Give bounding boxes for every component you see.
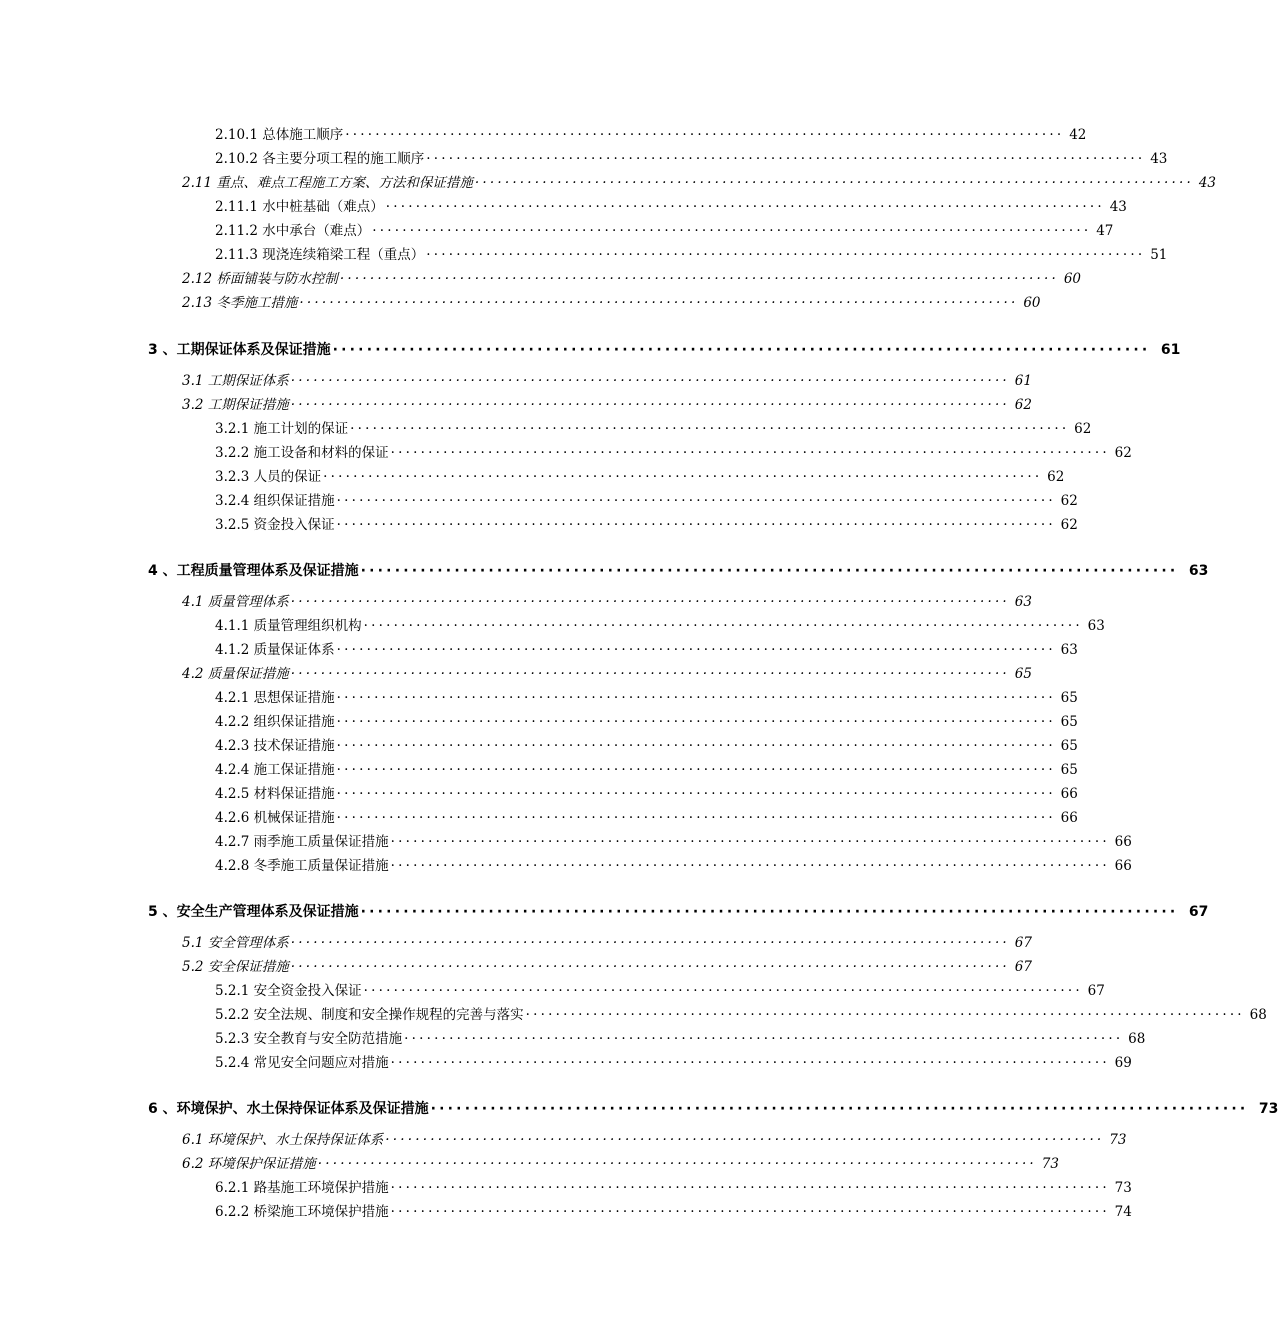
toc-chapter-title: 5 、安全生产管理体系及保证措施	[148, 904, 359, 920]
toc-entry-page: 73	[1109, 1132, 1127, 1148]
dot-leader: ································································································	[426, 247, 1146, 263]
toc-entry[interactable]	[215, 734, 1078, 754]
toc-entry-page: 66	[1060, 786, 1078, 802]
toc-entry-page: 63	[1087, 618, 1105, 634]
toc-chapter-title: 6 、环境保护、水土保持保证体系及保证措施	[148, 1101, 429, 1117]
dot-leader: ································································································	[336, 642, 1056, 658]
dot-leader: ································································································	[336, 493, 1056, 509]
toc-entry-title: 4.2.6 机械保证措施	[215, 810, 335, 826]
toc-entry-title: 6.1 环境保护、水土保持保证体系	[182, 1132, 384, 1148]
toc-entry-page: 65	[1060, 762, 1078, 778]
toc-entry-title: 3.1 工期保证体系	[182, 373, 289, 389]
dot-leader: ································································································	[339, 271, 1060, 287]
dot-leader: ································································································	[390, 1204, 1110, 1220]
toc-entry-title: 4.2 质量保证措施	[182, 666, 289, 682]
toc-entry-page: 67	[1014, 959, 1032, 975]
toc-entry-title: 3.2.2 施工设备和材料的保证	[215, 445, 389, 461]
toc-entry[interactable]	[215, 513, 1078, 533]
toc-entry[interactable]	[182, 931, 1032, 951]
toc-entry[interactable]	[215, 854, 1132, 874]
toc-entry-page: 60	[1023, 295, 1041, 311]
toc-entry-page: 63	[1060, 642, 1078, 658]
toc-entry-title: 3.2.1 施工计划的保证	[215, 421, 349, 437]
dot-leader: ································································································	[290, 373, 1010, 389]
toc-entry[interactable]	[215, 830, 1132, 850]
toc-entry[interactable]	[182, 171, 1217, 191]
toc-entry-title: 4.2.4 施工保证措施	[215, 762, 335, 778]
toc-entry[interactable]	[182, 267, 1082, 287]
toc-chapter-page: 67	[1188, 904, 1209, 920]
toc-entry[interactable]	[182, 590, 1032, 610]
toc-entry[interactable]	[215, 1003, 1267, 1023]
toc-entry[interactable]	[182, 393, 1032, 413]
dot-leader: ································································································	[290, 666, 1010, 682]
toc-entry-page: 62	[1060, 517, 1078, 533]
toc-entry[interactable]	[215, 782, 1078, 802]
dot-leader: ································································································	[336, 690, 1056, 706]
toc-entry-title: 5.2.3 安全教育与安全防范措施	[215, 1031, 403, 1047]
toc-entry-page: 67	[1014, 935, 1032, 951]
toc-entry[interactable]	[215, 638, 1078, 658]
toc-entry-title: 5.2.2 安全法规、制度和安全操作规程的完善与落实	[215, 1007, 524, 1023]
toc-entry-page: 66	[1114, 834, 1132, 850]
toc-entry[interactable]	[215, 1200, 1132, 1220]
dot-leader: ································································································	[317, 1156, 1037, 1172]
dot-leader: ································································································	[323, 469, 1043, 485]
toc-entry[interactable]	[215, 758, 1078, 778]
toc-entry[interactable]	[182, 662, 1032, 682]
toc-entry[interactable]	[215, 710, 1078, 730]
dot-leader: ································································································	[350, 421, 1070, 437]
toc-entry[interactable]	[215, 979, 1105, 999]
toc-entry-page: 62	[1014, 397, 1032, 413]
toc-entry-page: 73	[1114, 1180, 1132, 1196]
toc-entry-title: 4.2.8 冬季施工质量保证措施	[215, 858, 389, 874]
dot-leader: ································································································	[390, 1180, 1110, 1196]
toc-entry-page: 68	[1128, 1031, 1146, 1047]
toc-entry-page: 61	[1014, 373, 1032, 389]
toc-entry-page: 65	[1060, 714, 1078, 730]
toc-entry-title: 2.11.2 水中承台（难点）	[215, 223, 371, 239]
dot-leader: ································································································	[336, 786, 1056, 802]
toc-entry-title: 2.10.1 总体施工顺序	[215, 127, 344, 143]
toc-entry[interactable]	[215, 1176, 1132, 1196]
toc-chapter[interactable]	[148, 901, 1209, 921]
toc-entry-page: 62	[1114, 445, 1132, 461]
toc-chapter[interactable]	[148, 1098, 1278, 1118]
toc-entry-page: 62	[1060, 493, 1078, 509]
toc-entry-title: 4.2.5 材料保证措施	[215, 786, 335, 802]
dot-leader: ································································································	[385, 199, 1105, 215]
toc-entry-title: 2.11 重点、难点工程施工方案、方法和保证措施	[182, 175, 473, 191]
toc-entry-title: 5.2.1 安全资金投入保证	[215, 983, 362, 999]
dot-leader: ································································································	[290, 594, 1010, 610]
toc-entry-page: 62	[1047, 469, 1065, 485]
dot-leader: ································································································	[299, 295, 1019, 311]
toc-entry-title: 6.2.1 路基施工环境保护措施	[215, 1180, 389, 1196]
dot-leader: ································································································	[336, 714, 1056, 730]
toc-chapter-page: 63	[1188, 563, 1209, 579]
dot-leader: ································································································	[360, 563, 1179, 579]
toc-entry-page: 74	[1114, 1204, 1132, 1220]
toc-entry[interactable]	[215, 243, 1168, 263]
toc-entry-page: 47	[1096, 223, 1114, 239]
toc-chapter-page: 61	[1160, 342, 1181, 358]
toc-entry-title: 3.2.5 资金投入保证	[215, 517, 335, 533]
dot-leader: ································································································	[290, 935, 1010, 951]
toc-entry-title: 2.13 冬季施工措施	[182, 295, 298, 311]
toc-entry[interactable]	[215, 806, 1078, 826]
toc-entry-title: 4.2.1 思想保证措施	[215, 690, 335, 706]
dot-leader: ································································································	[390, 858, 1110, 874]
dot-leader: ································································································	[363, 983, 1083, 999]
toc-entry-title: 6.2 环境保护保证措施	[182, 1156, 316, 1172]
toc-entry[interactable]	[215, 147, 1168, 167]
dot-leader: ································································································	[430, 1101, 1249, 1117]
toc-entry-title: 5.1 安全管理体系	[182, 935, 289, 951]
toc-entry-title: 4.2.7 雨季施工质量保证措施	[215, 834, 389, 850]
toc-entry-page: 66	[1060, 810, 1078, 826]
toc-entry[interactable]	[215, 417, 1092, 437]
dot-leader: ································································································	[336, 517, 1056, 533]
toc-entry[interactable]	[182, 291, 1041, 311]
dot-leader: ································································································	[360, 904, 1179, 920]
dot-leader: ································································································	[390, 1055, 1110, 1071]
toc-entry[interactable]	[215, 686, 1078, 706]
toc-entry-title: 4.2.2 组织保证措施	[215, 714, 335, 730]
toc-entry-page: 43	[1150, 151, 1168, 167]
toc-entry[interactable]	[215, 1027, 1146, 1047]
dot-leader: ································································································	[525, 1007, 1245, 1023]
toc-entry-title: 2.12 桥面铺装与防水控制	[182, 271, 338, 287]
dot-leader: ································································································	[404, 1031, 1124, 1047]
toc-entry-title: 3.2.4 组织保证措施	[215, 493, 335, 509]
toc-entry-title: 2.10.2 各主要分项工程的施工顺序	[215, 151, 425, 167]
toc-entry-title: 3.2.3 人员的保证	[215, 469, 322, 485]
toc-entry-title: 4.1.1 质量管理组织机构	[215, 618, 362, 634]
toc-entry-page: 65	[1060, 690, 1078, 706]
toc-entry-title: 4.2.3 技术保证措施	[215, 738, 335, 754]
toc-entry-page: 43	[1109, 199, 1127, 215]
toc-entry[interactable]	[215, 441, 1132, 461]
dot-leader: ································································································	[336, 810, 1056, 826]
toc-entry-page: 62	[1074, 421, 1092, 437]
toc-entry-page: 60	[1063, 271, 1082, 287]
toc-chapter[interactable]	[148, 339, 1181, 359]
dot-leader: ································································································	[336, 738, 1056, 754]
toc-entry-page: 68	[1249, 1007, 1267, 1023]
toc-entry[interactable]	[215, 219, 1114, 239]
toc-entry[interactable]	[215, 123, 1087, 143]
toc-entry[interactable]	[182, 955, 1032, 975]
toc-entry[interactable]	[215, 489, 1078, 509]
toc-entry-page: 65	[1014, 666, 1032, 682]
toc-entry-page: 42	[1069, 127, 1087, 143]
toc-entry-title: 4.1.2 质量保证体系	[215, 642, 335, 658]
dot-leader: ································································································	[426, 151, 1146, 167]
toc-entry-page: 51	[1150, 247, 1168, 263]
toc-entry[interactable]	[215, 614, 1105, 634]
toc-entry-page: 43	[1198, 175, 1217, 191]
toc-chapter[interactable]	[148, 560, 1209, 580]
toc-chapter-title: 4 、工程质量管理体系及保证措施	[148, 563, 359, 579]
toc-entry[interactable]	[215, 195, 1127, 215]
toc-chapter-page: 73	[1258, 1101, 1278, 1117]
toc-entry-title: 5.2.4 常见安全问题应对措施	[215, 1055, 389, 1071]
dot-leader: ································································································	[372, 223, 1092, 239]
toc-entry[interactable]	[182, 1152, 1059, 1172]
toc-entry-title: 2.11.1 水中桩基础（难点）	[215, 199, 384, 215]
dot-leader: ································································································	[363, 618, 1083, 634]
toc-entry-title: 6.2.2 桥梁施工环境保护措施	[215, 1204, 389, 1220]
toc-entry-page: 65	[1060, 738, 1078, 754]
dot-leader: ································································································	[345, 127, 1065, 143]
toc-entry[interactable]	[215, 1051, 1132, 1071]
dot-leader: ································································································	[290, 959, 1010, 975]
toc-entry-page: 63	[1014, 594, 1032, 610]
toc-entry-page: 73	[1041, 1156, 1059, 1172]
toc-entry-page: 67	[1087, 983, 1105, 999]
toc-entry-page: 66	[1114, 858, 1132, 874]
dot-leader: ································································································	[336, 762, 1056, 778]
dot-leader: ································································································	[474, 175, 1195, 191]
toc-entry[interactable]	[182, 1128, 1127, 1148]
dot-leader: ································································································	[290, 397, 1010, 413]
toc-entry-title: 3.2 工期保证措施	[182, 397, 289, 413]
toc-entry-page: 69	[1114, 1055, 1132, 1071]
dot-leader: ································································································	[332, 342, 1151, 358]
toc-entry-title: 2.11.3 现浇连续箱梁工程（重点）	[215, 247, 425, 263]
dot-leader: ································································································	[385, 1132, 1105, 1148]
toc-chapter-title: 3 、工期保证体系及保证措施	[148, 342, 331, 358]
toc-entry[interactable]	[182, 369, 1032, 389]
toc-entry-title: 4.1 质量管理体系	[182, 594, 289, 610]
dot-leader: ································································································	[390, 445, 1110, 461]
toc-entry[interactable]	[215, 465, 1065, 485]
toc-entry-title: 5.2 安全保证措施	[182, 959, 289, 975]
dot-leader: ································································································	[390, 834, 1110, 850]
